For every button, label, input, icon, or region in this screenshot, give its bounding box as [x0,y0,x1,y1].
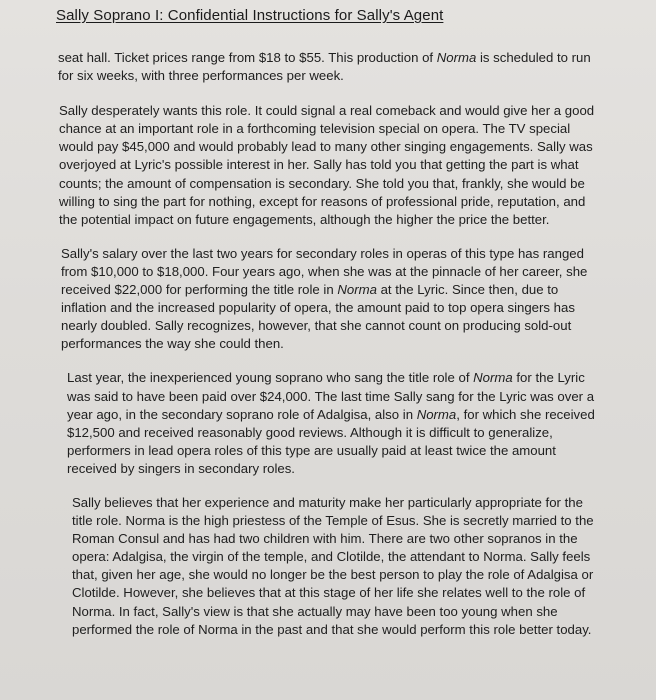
paragraph-4 [58,369,602,478]
paragraph-4-text-start: Last year, the inexperienced young soprano who sang the title role of [67,370,474,386]
page-title: Sally Soprano I: Confidential Instructions for Sally's Agent [56,7,444,24]
paragraph-3-text-start: Sally's salary over the last two years for secondary roles in operas of this type has ranged from $10,000 to $18,000. Four years ago, when she was at the pinnacle of her career, she received $22,000 for performing the title role in [61,245,588,298]
paragraph-5: Sally believes that her experience and maturity make her particularly appropriate for the title role. Norma is the high priestess of the Temple of Esus. She is secretly married to the Roman Consul and has had two children with him. There are two other sopranos in the opera: Adalgisa, the virgin of the temple, and Clotilde, the attendant to Norma. Sally feels that, given her age, she would no longer be the best person to play the role of Adalgisa or Clotilde. However, she believes that at this stage of her life she relates well to the role of Norma. In fact, Sally's view is that she actually may have been too young when she performed the role of Norma in the past and that she would perform this role better today. [72,494,594,637]
paragraph-4-text-middle: for the Lyric was said to have been paid over $24,000. The last time Sally sang for the Lyric was over a year ago, in the secondary soprano role of Adalgisa, also in [67,370,595,422]
paragraph-3-italic-title: Norma [337,282,377,298]
paragraph-2: Sally desperately wants this role. It could signal a real comeback and would give her a good chance at an important role in a forthcoming television special on opera. The TV special would pay $45,000 and would probably lead to many other singing engagements. Sally was overjoyed at Lyric's possible interest in her. Sally has told you that getting the part is what counts; the amount of compensation is secondary. She told you that, frankly, she would be willing to sing the part for nothing, except for reasons of professional pride, reputation, and the potential impact on future engagements, although the higher the price the better. [59,103,595,227]
paragraph-1-text-end: is scheduled to run for six weeks, with three performances per week. [58,50,591,84]
paragraph-4-text-end: , for which she received $12,500 and received reasonably good reviews. Although it is difficult to generalize, performers in lead opera roles of this type are usually paid at least twice the amount received by singers in secondary roles. [67,406,595,476]
paragraph-3-text-end: at the Lyric. Since then, due to inflation and the increased popularity of opera, the amount paid to top opera singers has nearly doubled. Sally recognizes, however, that she cannot count on producing sold-out performances the way she could then. [61,282,575,352]
paragraph-3 [58,245,602,354]
paragraph-1-text-start: seat hall. Ticket prices range from $18 to $55. This production of [58,50,437,65]
paragraph-4-italic-title-1: Norma [473,370,513,386]
document-body [58,49,602,655]
paragraph-4-italic-title-2: Norma [416,406,457,422]
paragraph-1-italic-title: Norma [436,50,477,65]
paragraph-1 [58,49,602,85]
